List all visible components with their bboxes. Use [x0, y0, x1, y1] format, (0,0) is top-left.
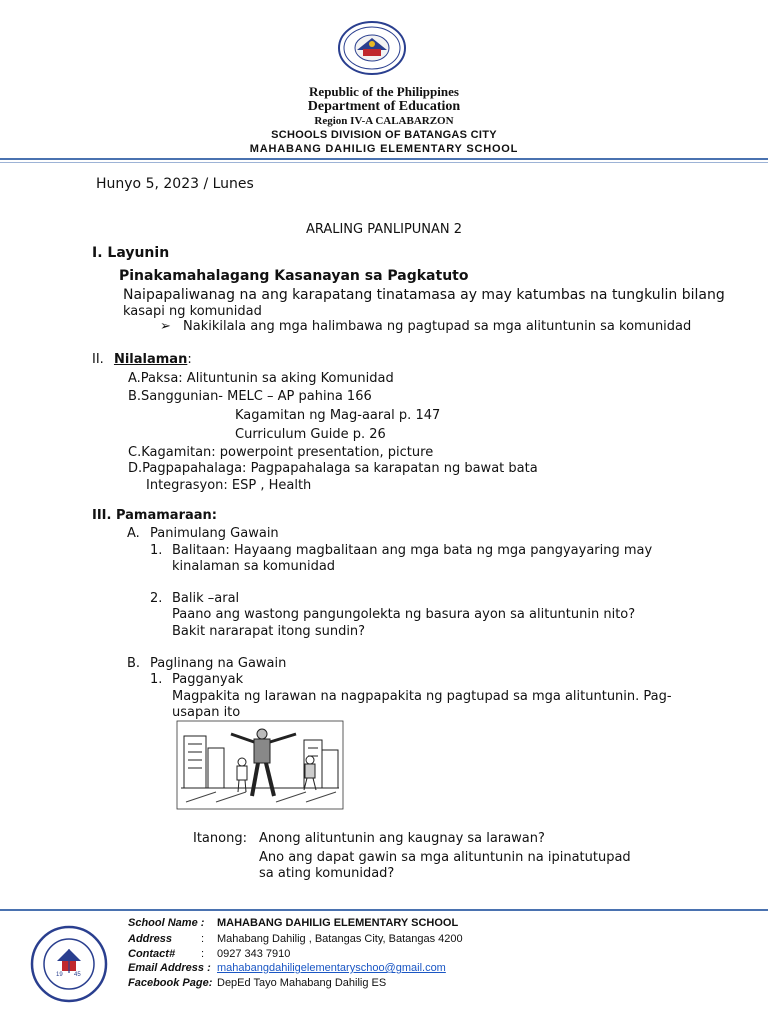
footer-address-label: Address — [128, 933, 173, 945]
nilalaman-curriculum: Curriculum Guide p. 26 — [235, 427, 386, 442]
lesson-date: Hunyo 5, 2023 / Lunes — [96, 176, 254, 192]
region-title: Region IV-A CALABARZON — [314, 115, 454, 127]
b1-line-1: Pagganyak — [172, 672, 244, 687]
republic-title: Republic of the Philippines — [309, 84, 459, 99]
itanong-label: Itanong: — [193, 831, 247, 846]
item2-line-1: Balik –aral — [172, 591, 240, 606]
itanong-q2: Ano ang dapat gawin sa mga alituntunin na ipinatutupad — [259, 850, 631, 865]
nilalaman-integrasyon: Integrasyon: ESP , Health — [146, 478, 312, 493]
footer-rule — [0, 909, 768, 911]
layunin-bullet: Nakikilala ang mga halimbawa ng pagtupad sa mga alituntunin sa komunidad — [183, 319, 692, 334]
pamamaraan-a-label: A. — [127, 526, 140, 541]
item1-line-1: Balitaan: Hayaang magbalitaan ang mga bata ng mga pangyayaring may — [172, 543, 653, 558]
footer-email-label: Email Address : — [128, 962, 211, 974]
layunin-line-2: kasapi ng komunidad — [123, 304, 262, 319]
item1-num: 1. — [150, 543, 163, 558]
deped-seal — [337, 20, 407, 76]
header-rule-thin — [0, 162, 768, 163]
itanong-q1: Anong alituntunin ang kaugnay sa larawan? — [259, 831, 545, 846]
section-layunin-title: I. Layunin — [92, 245, 170, 261]
pamamaraan-b-title: Paglinang na Gawain — [150, 656, 287, 671]
division-title: SCHOOLS DIVISION OF BATANGAS CITY — [271, 129, 497, 141]
nilalaman-sanggunian: B.Sanggunian- MELC – AP pahina 166 — [128, 389, 372, 404]
pamamaraan-a-title: Panimulang Gawain — [150, 526, 279, 541]
footer-contact-label: Contact# — [128, 948, 176, 960]
pamamaraan-b-label: B. — [127, 656, 141, 671]
item1-line-2: kinalaman sa komunidad — [172, 559, 336, 574]
section-nilalaman-title: Nilalaman — [113, 352, 188, 367]
footer-contact-colon: : — [201, 948, 205, 960]
nilalaman-paksa: A.Paksa: Alituntunin sa aking Komunidad — [128, 371, 394, 386]
b1-line-3: usapan ito — [172, 705, 241, 720]
footer-facebook-value: DepEd Tayo Mahabang Dahilig ES — [217, 977, 387, 989]
footer-school-value: MAHABANG DAHILIG ELEMENTARY SCHOOL — [217, 917, 459, 929]
section-nilalaman-num: II. — [92, 352, 104, 367]
footer-facebook-label: Facebook Page: — [128, 977, 213, 989]
header-rule — [0, 158, 768, 160]
b1-line-2: Magpakita ng larawan na nagpapakita ng pagtupad sa mga alituntunin. Pag- — [172, 689, 672, 704]
item2-line-2: Paano ang wastong pangungolekta ng basura ayon sa alituntunin nito? — [172, 607, 636, 622]
traffic-officer-illustration — [176, 720, 344, 810]
itanong-q3: sa ating komunidad? — [259, 866, 395, 881]
footer-contact-value: 0927 343 7910 — [217, 948, 291, 960]
nilalaman-kagamitan-mag: Kagamitan ng Mag-aaral p. 147 — [235, 408, 441, 423]
nilalaman-kagamitan: C.Kagamitan: powerpoint presentation, picture — [128, 445, 434, 460]
layunin-line-1: Naipapaliwanag na ang karapatang tinatamasa ay may katumbas na tungkulin bilang — [123, 287, 725, 303]
department-title: Department of Education — [307, 99, 461, 114]
seal-year-left: 19 — [56, 972, 63, 978]
section-nilalaman-colon: : — [187, 352, 192, 367]
seal-year-right: 45 — [74, 972, 81, 978]
footer-school-label: School Name : — [128, 917, 205, 929]
item2-line-3: Bakit nararapat itong sundin? — [172, 624, 366, 639]
school-seal — [30, 925, 108, 1003]
section-pamamaraan-title: III. Pamamaraan: — [92, 508, 217, 523]
section-nilalaman — [92, 352, 192, 367]
subject-title — [0, 222, 768, 237]
layunin-subtitle: Pinakamahalagang Kasanayan sa Pagkatuto — [119, 268, 469, 284]
footer-email-link[interactable]: mahabangdahiligelementaryschoo@gmail.com — [217, 962, 446, 974]
item2-num: 2. — [150, 591, 163, 606]
bullet-arrow-icon: ➢ — [160, 319, 171, 334]
nilalaman-pagpapahalaga: D.Pagpapahalaga: Pagpapahalaga sa karapatan ng bawat bata — [128, 461, 538, 476]
footer-address-value: Mahabang Dahilig , Batangas City, Batangas 4200 — [217, 933, 463, 945]
subject-title-text: ARALING PANLIPUNAN 2 — [305, 222, 463, 237]
school-title: MAHABANG DAHILIG ELEMENTARY SCHOOL — [249, 143, 519, 155]
b1-num: 1. — [150, 672, 163, 687]
footer-address-colon: : — [201, 933, 205, 945]
